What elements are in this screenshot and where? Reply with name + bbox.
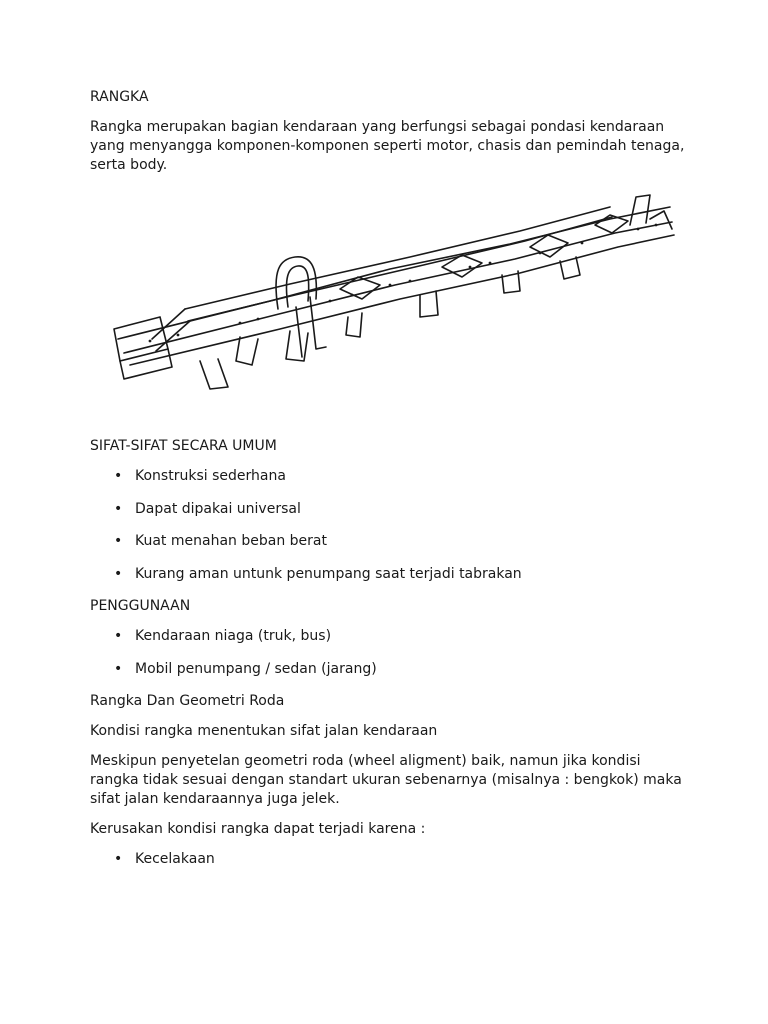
geometri-paragraph-2: Meskipun penyetelan geometri roda (wheel aligment) baik, namun jika kondisi rangka tidak sesuai dengan standart ukuran sebenarnya (misalnya : bengkok) maka sifat jalan kendaraannya juga jelek. xyxy=(90,753,682,807)
section-heading-geometri: Rangka Dan Geometri Roda xyxy=(90,693,285,709)
list-item: • Dapat dipakai universal xyxy=(90,500,690,519)
vehicle-frame-drawing-icon xyxy=(90,189,676,421)
kerusakan-list xyxy=(90,850,690,869)
section-heading-sifat: SIFAT-SIFAT SECARA UMUM xyxy=(90,438,277,454)
list-item: • Kendaraan niaga (truk, bus) xyxy=(90,627,690,646)
list-item: • Kuat menahan beban berat xyxy=(90,532,690,551)
list-item: • Kecelakaan xyxy=(90,850,690,869)
document-title: RANGKA xyxy=(90,89,149,105)
list-item: • Konstruksi sederhana xyxy=(90,467,690,486)
intro-paragraph: Rangka merupakan bagian kendaraan yang berfungsi sebagai pondasi kendaraan yang menyangga komponen-komponen seperti motor, chasis dan pemindah tenaga, serta body. xyxy=(90,119,685,173)
penggunaan-list xyxy=(90,627,690,679)
document-content xyxy=(90,88,690,879)
geometri-paragraph-3: Kerusakan kondisi rangka dapat terjadi karena : xyxy=(90,821,426,837)
list-item: • Kurang aman untunk penumpang saat terjadi tabrakan xyxy=(90,565,690,584)
list-item: • Mobil penumpang / sedan (jarang) xyxy=(90,660,690,679)
vehicle-frame-figure xyxy=(90,189,676,421)
sifat-list xyxy=(90,467,690,584)
section-heading-penggunaan: PENGGUNAAN xyxy=(90,598,191,614)
geometri-paragraph-1: Kondisi rangka menentukan sifat jalan kendaraan xyxy=(90,723,438,739)
